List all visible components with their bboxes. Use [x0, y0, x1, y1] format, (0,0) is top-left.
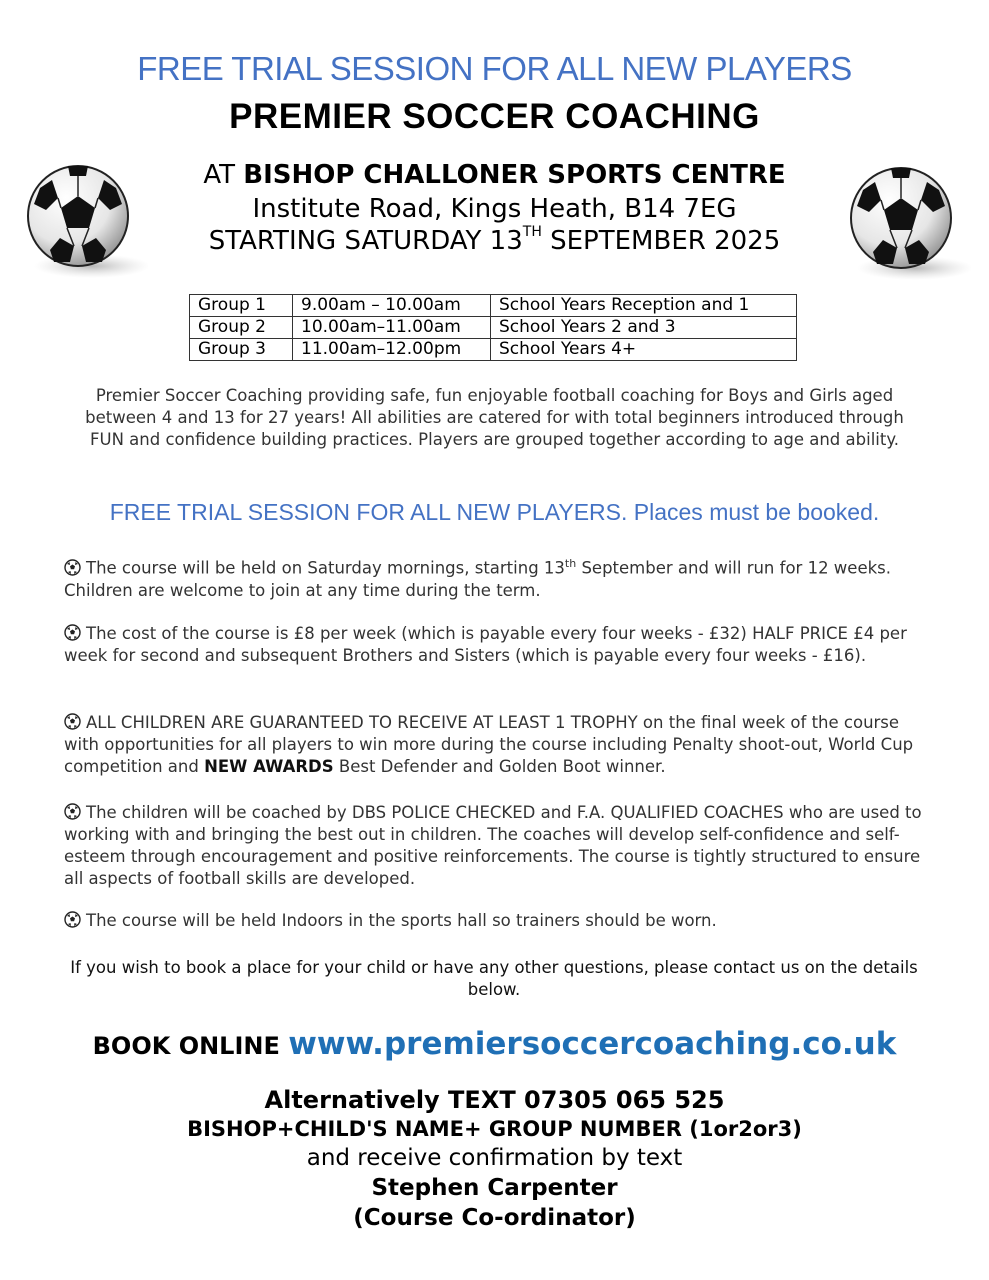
soccer-ball-icon: [64, 713, 81, 730]
soccer-ball-icon: [64, 911, 81, 928]
point-text: Best Defender and Golden Boot winner.: [333, 757, 666, 776]
page-title: PREMIER SOCCER COACHING: [229, 97, 760, 136]
soccer-ball-icon: [64, 559, 81, 576]
table-row: [190, 317, 797, 339]
indoors-point: [64, 910, 924, 932]
table-row: [190, 339, 797, 361]
text-number-line: Alternatively TEXT 07305 065 525: [264, 1086, 725, 1114]
coordinator-role: (Course Co-ordinator): [353, 1205, 636, 1231]
trophy-point: [64, 712, 924, 778]
start-date: [0, 226, 989, 256]
point-sup: th: [564, 557, 577, 570]
venue-prefix: AT: [203, 160, 244, 190]
soccer-ball-icon: [64, 624, 81, 641]
coordinator-name: Stephen Carpenter: [371, 1175, 618, 1201]
point-text: ALL CHILDREN ARE GUARANTEED TO RECEIVE AT LEAST 1 TROPHY on the final week of the course with opportunities for all players to win more during the course including Penalty shoot-out, World Cup competition and: [64, 713, 914, 776]
table-row: [190, 295, 797, 317]
intro-paragraph: Premier Soccer Coaching providing safe, fun enjoyable football coaching for Boys and Girls aged between 4 and 13 for 27 years! All abilities are catered for with total beginners introduced through FUN and confidence building practices. Players are grouped together according to age and ability.: [85, 386, 904, 449]
group-cell: Group 3: [190, 339, 293, 361]
venue-name: BISHOP CHALLONER SPORTS CENTRE: [243, 160, 786, 190]
course-cost-point: [64, 623, 924, 667]
point-text: The cost of the course is £8 per week (which is payable every four weeks - £32) HALF PRICE £4 per week for second and subsequent Brothers and Sisters (which is payable every four weeks - £16).: [64, 624, 907, 665]
years-cell: School Years Reception and 1: [491, 295, 797, 317]
contact-paragraph: If you wish to book a place for your child or have any other questions, please contact us on the details below.: [70, 958, 918, 999]
time-cell: 11.00am–12.00pm: [293, 339, 491, 361]
sms-format-line: BISHOP+CHILD'S NAME+ GROUP NUMBER (1or2or3): [187, 1117, 802, 1141]
venue-line: [0, 160, 989, 190]
book-online-label: BOOK ONLINE: [92, 1032, 289, 1060]
coaches-point: [64, 802, 924, 890]
course-schedule-point: [64, 553, 924, 602]
soccer-ball-icon: [64, 803, 81, 820]
confirmation-line: and receive confirmation by text: [306, 1145, 683, 1171]
trial-booking-notice: FREE TRIAL SESSION FOR ALL NEW PLAYERS. Places must be booked.: [109, 499, 880, 525]
years-cell: School Years 4+: [491, 339, 797, 361]
time-cell: 10.00am–11.00am: [293, 317, 491, 339]
start-date-sup: TH: [522, 224, 542, 240]
new-awards-label: NEW AWARDS: [204, 757, 334, 776]
website-link[interactable]: www.premiersoccercoaching.co.uk: [288, 1026, 897, 1062]
venue-address: Institute Road, Kings Heath, B14 7EG: [252, 194, 737, 224]
group-cell: Group 2: [190, 317, 293, 339]
point-text: The course will be held on Saturday mornings, starting 13: [86, 558, 565, 578]
free-trial-heading: FREE TRIAL SESSION FOR ALL NEW PLAYERS: [137, 50, 852, 87]
schedule-table: [189, 294, 797, 361]
start-date-post: SEPTEMBER 2025: [541, 226, 781, 256]
start-date-pre: STARTING SATURDAY 13: [208, 226, 523, 256]
time-cell: 9.00am – 10.00am: [293, 295, 491, 317]
book-online-line: [0, 1026, 989, 1062]
point-text: The course will be held Indoors in the sports hall so trainers should be worn.: [86, 911, 717, 930]
point-text: September and will run for 12 weeks. Children are welcome to join at any time during the term.: [64, 558, 891, 600]
years-cell: School Years 2 and 3: [491, 317, 797, 339]
point-text: The children will be coached by DBS POLICE CHECKED and F.A. QUALIFIED COACHES who are used to working with and bringing the best out in children. The coaches will develop self-confidence and self-esteem through encouragement and positive reinforcements. The course is tightly structured to ensure all aspects of football skills are developed.: [64, 803, 922, 888]
group-cell: Group 1: [190, 295, 293, 317]
